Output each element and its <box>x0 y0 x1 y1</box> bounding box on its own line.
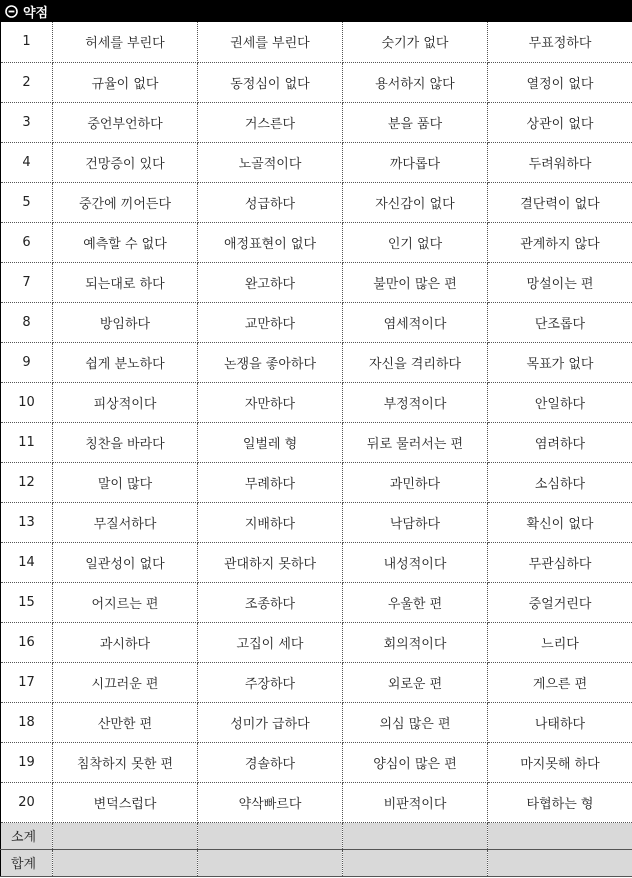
row-number: 2 <box>1 62 53 102</box>
table-row <box>1 422 632 462</box>
trait-cell: 자신을 격리하다 <box>343 342 488 382</box>
trait-cell: 부정적이다 <box>343 382 488 422</box>
row-number: 8 <box>1 302 53 342</box>
trait-cell: 의심 많은 편 <box>343 702 488 742</box>
trait-cell: 인기 없다 <box>343 222 488 262</box>
row-number: 4 <box>1 142 53 182</box>
trait-cell: 일관성이 없다 <box>53 542 198 582</box>
row-number: 17 <box>1 662 53 702</box>
table-row <box>1 302 632 342</box>
minus-circle-icon <box>4 4 18 18</box>
trait-cell: 나태하다 <box>488 702 632 742</box>
table-row <box>1 62 632 102</box>
row-number: 11 <box>1 422 53 462</box>
score-cell[interactable] <box>53 849 198 876</box>
trait-cell: 성급하다 <box>198 182 343 222</box>
trait-cell: 교만하다 <box>198 302 343 342</box>
trait-cell: 염려하다 <box>488 422 632 462</box>
trait-cell: 피상적이다 <box>53 382 198 422</box>
score-cell[interactable] <box>488 822 632 849</box>
trait-cell: 칭찬을 바라다 <box>53 422 198 462</box>
trait-cell: 애정표현이 없다 <box>198 222 343 262</box>
table-row <box>1 782 632 822</box>
score-cell[interactable] <box>53 822 198 849</box>
trait-cell: 망설이는 편 <box>488 262 632 302</box>
trait-cell: 쉽게 분노하다 <box>53 342 198 382</box>
trait-cell: 두려워하다 <box>488 142 632 182</box>
table-row <box>1 182 632 222</box>
trait-cell: 노골적이다 <box>198 142 343 182</box>
weakness-table-body <box>1 22 632 876</box>
row-number: 1 <box>1 22 53 62</box>
trait-cell: 동정심이 없다 <box>198 62 343 102</box>
trait-cell: 마지못해 하다 <box>488 742 632 782</box>
table-row <box>1 102 632 142</box>
total-row <box>1 849 632 876</box>
trait-cell: 확신이 없다 <box>488 502 632 542</box>
score-cell[interactable] <box>198 849 343 876</box>
trait-cell: 염세적이다 <box>343 302 488 342</box>
trait-cell: 중간에 끼어든다 <box>53 182 198 222</box>
trait-cell: 안일하다 <box>488 382 632 422</box>
trait-cell: 무례하다 <box>198 462 343 502</box>
trait-cell: 외로운 편 <box>343 662 488 702</box>
trait-cell: 무관심하다 <box>488 542 632 582</box>
trait-cell: 자만하다 <box>198 382 343 422</box>
trait-cell: 타협하는 형 <box>488 782 632 822</box>
table-row <box>1 262 632 302</box>
trait-cell: 건망증이 있다 <box>53 142 198 182</box>
trait-cell: 열정이 없다 <box>488 62 632 102</box>
table-row <box>1 622 632 662</box>
trait-cell: 과시하다 <box>53 622 198 662</box>
row-number: 5 <box>1 182 53 222</box>
score-cell[interactable] <box>343 822 488 849</box>
table-row <box>1 702 632 742</box>
trait-cell: 말이 많다 <box>53 462 198 502</box>
trait-cell: 산만한 편 <box>53 702 198 742</box>
table-row <box>1 142 632 182</box>
row-number: 6 <box>1 222 53 262</box>
table-row <box>1 342 632 382</box>
row-number: 7 <box>1 262 53 302</box>
row-number: 16 <box>1 622 53 662</box>
trait-cell: 경솔하다 <box>198 742 343 782</box>
trait-cell: 논쟁을 좋아하다 <box>198 342 343 382</box>
trait-cell: 결단력이 없다 <box>488 182 632 222</box>
row-number: 13 <box>1 502 53 542</box>
trait-cell: 고집이 세다 <box>198 622 343 662</box>
trait-cell: 관대하지 못하다 <box>198 542 343 582</box>
trait-cell: 약삭빠르다 <box>198 782 343 822</box>
trait-cell: 비판적이다 <box>343 782 488 822</box>
table-row <box>1 582 632 622</box>
total-label: 합계 <box>1 849 53 876</box>
trait-cell: 소심하다 <box>488 462 632 502</box>
trait-cell: 낙담하다 <box>343 502 488 542</box>
table-row <box>1 742 632 782</box>
row-number: 9 <box>1 342 53 382</box>
trait-cell: 뒤로 물러서는 편 <box>343 422 488 462</box>
row-number: 12 <box>1 462 53 502</box>
trait-cell: 조종하다 <box>198 582 343 622</box>
row-number: 18 <box>1 702 53 742</box>
trait-cell: 시끄러운 편 <box>53 662 198 702</box>
weakness-table <box>0 22 632 877</box>
trait-cell: 무표정하다 <box>488 22 632 62</box>
trait-cell: 자신감이 없다 <box>343 182 488 222</box>
subtotal-row <box>1 822 632 849</box>
trait-cell: 관계하지 않다 <box>488 222 632 262</box>
trait-cell: 느리다 <box>488 622 632 662</box>
score-cell[interactable] <box>198 822 343 849</box>
trait-cell: 숫기가 없다 <box>343 22 488 62</box>
trait-cell: 변덕스럽다 <box>53 782 198 822</box>
row-number: 14 <box>1 542 53 582</box>
trait-cell: 중얼거린다 <box>488 582 632 622</box>
subtotal-label: 소계 <box>1 822 53 849</box>
trait-cell: 성미가 급하다 <box>198 702 343 742</box>
trait-cell: 침착하지 못한 편 <box>53 742 198 782</box>
trait-cell: 무질서하다 <box>53 502 198 542</box>
trait-cell: 용서하지 않다 <box>343 62 488 102</box>
trait-cell: 게으른 편 <box>488 662 632 702</box>
table-row <box>1 22 632 62</box>
score-cell[interactable] <box>488 849 632 876</box>
row-number: 10 <box>1 382 53 422</box>
trait-cell: 예측할 수 없다 <box>53 222 198 262</box>
trait-cell: 목표가 없다 <box>488 342 632 382</box>
row-number: 19 <box>1 742 53 782</box>
row-number: 20 <box>1 782 53 822</box>
trait-cell: 분을 품다 <box>343 102 488 142</box>
section-title: 약점 <box>23 5 49 21</box>
row-number: 15 <box>1 582 53 622</box>
trait-cell: 권세를 부린다 <box>198 22 343 62</box>
trait-cell: 되는대로 하다 <box>53 262 198 302</box>
trait-cell: 양심이 많은 편 <box>343 742 488 782</box>
trait-cell: 거스른다 <box>198 102 343 142</box>
trait-cell: 완고하다 <box>198 262 343 302</box>
trait-cell: 까다롭다 <box>343 142 488 182</box>
trait-cell: 회의적이다 <box>343 622 488 662</box>
trait-cell: 지배하다 <box>198 502 343 542</box>
table-row <box>1 542 632 582</box>
score-cell[interactable] <box>343 849 488 876</box>
trait-cell: 중언부언하다 <box>53 102 198 142</box>
trait-cell: 상관이 없다 <box>488 102 632 142</box>
trait-cell: 단조롭다 <box>488 302 632 342</box>
trait-cell: 불만이 많은 편 <box>343 262 488 302</box>
trait-cell: 우울한 편 <box>343 582 488 622</box>
trait-cell: 방임하다 <box>53 302 198 342</box>
table-row <box>1 662 632 702</box>
trait-cell: 주장하다 <box>198 662 343 702</box>
table-row <box>1 462 632 502</box>
table-row <box>1 382 632 422</box>
row-number: 3 <box>1 102 53 142</box>
trait-cell: 허세를 부린다 <box>53 22 198 62</box>
trait-cell: 어지르는 편 <box>53 582 198 622</box>
trait-cell: 일벌레 형 <box>198 422 343 462</box>
trait-cell: 내성적이다 <box>343 542 488 582</box>
trait-cell: 과민하다 <box>343 462 488 502</box>
table-row <box>1 502 632 542</box>
section-header <box>0 0 632 22</box>
table-row <box>1 222 632 262</box>
trait-cell: 규율이 없다 <box>53 62 198 102</box>
